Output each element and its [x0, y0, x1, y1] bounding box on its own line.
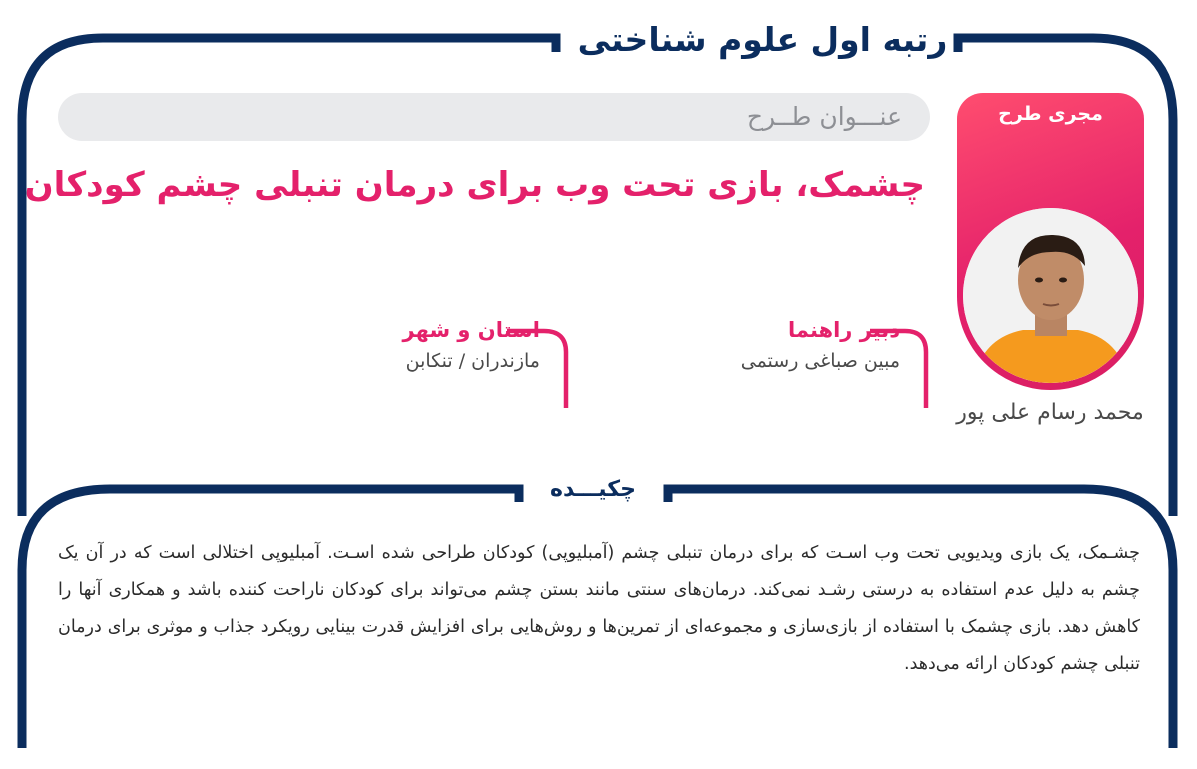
project-title-bar — [58, 93, 930, 141]
project-title: چشمک، بازی تحت وب برای درمان تنبلی چشم کودکان — [24, 165, 925, 205]
student-photo — [963, 208, 1138, 383]
location-block — [403, 318, 540, 403]
location-label: استان و شهر — [402, 318, 540, 342]
supervisor-name: مبین صباغی رستمی — [740, 350, 900, 372]
location-value: مازندران / تنکابن — [405, 350, 540, 372]
student-card-label: مجری طرح — [998, 103, 1103, 125]
student-photo-card — [957, 93, 1144, 390]
project-title-label: عنـــوان طــرح — [746, 102, 902, 131]
student-name: محمد رسام علی پور — [956, 400, 1144, 425]
supervisor-label: دبیر راهنما — [788, 318, 900, 342]
abstract-text: چشـمک، یک بازی ویدیویی تحت وب اسـت که برای درمان تنبلی چشم (آمبلیوپی) کودکان طراحی شده اسـت. آمبلیوپی اختلالی است که در آن یک چشم به دلیل عدم استفاده به درستی رشـد نمی‌کند. درمان‌های سنتی مانند بستن چشم می‌تواند برای کودکان ناراحت کننده باشد و همکاری آنها را کاهش دهد. بازی چشمک با استفاده از بازی‌سازی و مجموعه‌ای از تمرین‌ها و روش‌هایی برای افزایش قدرت بینایی رویکرد جذاب و موثری برای درمان تنبلی چشم کودکان ارائه می‌دهد. — [58, 543, 1140, 674]
supervisor-block — [741, 318, 900, 403]
page-heading: رتبه اول علوم شناختی — [577, 20, 948, 59]
abstract-heading: چکیـــده — [550, 477, 636, 502]
student-portrait-icon — [963, 208, 1138, 383]
